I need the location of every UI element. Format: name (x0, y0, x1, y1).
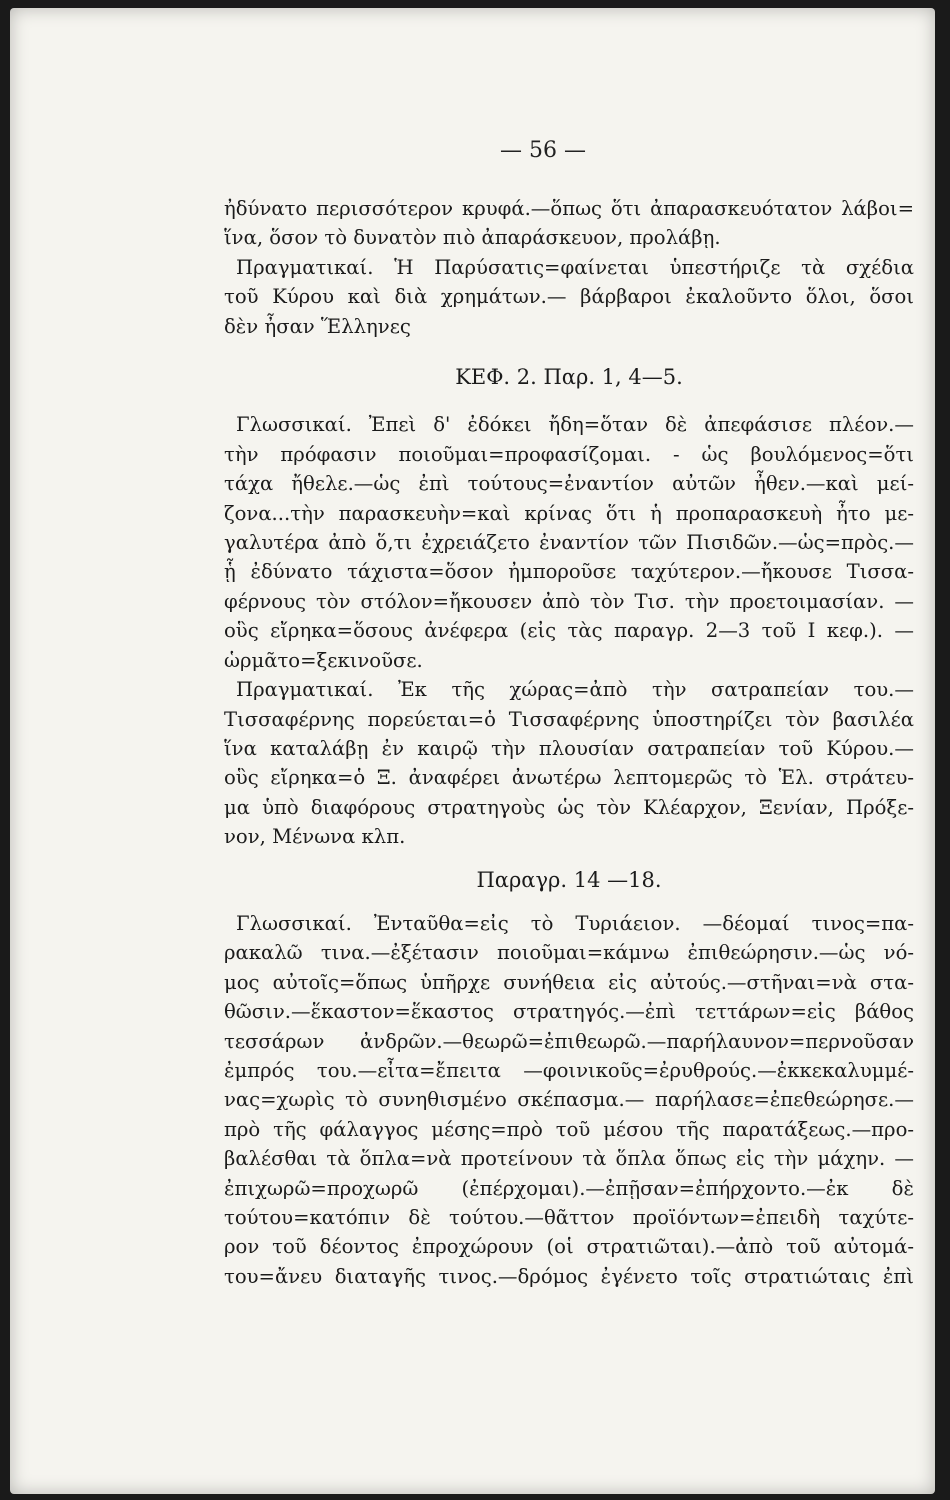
text-line: Γλωσσικαί. Ἐνταῦθα=εἰς τὸ Τυριάειον. —δέομαί τινος=πα- (236, 911, 914, 935)
text-line: μος αὐτοῖς=ὅπως ὑπῆρχε συνήθεια εἰς αὐτούς.—στῆναι=νὰ στα- (224, 970, 914, 994)
text-line: Πραγματικαί. Ἐκ τῆς χώρας=ἀπὸ τὴν σατραπείαν του.— (236, 678, 914, 702)
text-line: βαλέσθαι τὰ ὅπλα=νὰ προτείνουν τὰ ὅπλα ὅπως εἰς τὴν μάχην. — (224, 1147, 914, 1171)
text-line: οὓς εἴρηκα=ὁ Ξ. ἀναφέρει ἀνωτέρω λεπτομερῶς τὸ Ἑλ. στράτευ- (224, 766, 914, 790)
text-line: ἵνα καταλάβῃ ἐν καιρῷ τὴν πλουσίαν σατραπείαν τοῦ Κύρου.— (224, 736, 914, 760)
text-line: τεσσάρων ἀνδρῶν.—θεωρῶ=ἐπιθεωρῶ.—παρήλαυνον=περνοῦσαν (224, 1029, 914, 1053)
text-line: ρακαλῶ τινα.—ἐξέτασιν ποιοῦμαι=κάμνω ἐπιθεώρησιν.—ὡς νό- (224, 941, 914, 965)
section-heading: Παραγρ. 14 —18. (476, 867, 662, 892)
text-line: γαλυτέρα ἀπὸ ὅ,τι ἐχρειάζετο ἐναντίον τῶν Πισιδῶν.—ὡς=πρὸς.— (224, 531, 914, 555)
text-line: του=ἄνευ διαταγῆς τινος.—δρόμος ἐγένετο τοῖς στρατιώταις ἐπὶ (224, 1264, 914, 1288)
text-line: μα ὑπὸ διαφόρους στρατηγοὺς ὡς τὸν Κλέαρχον, Ξενίαν, Πρόξε- (224, 795, 914, 819)
page-text (224, 194, 914, 1291)
text-line: νας=χωρὶς τὸ συνηθισμένο σκέπασμα.— παρήλασε=ἐπεθεώρησε.— (224, 1088, 914, 1112)
book-page (10, 8, 935, 1494)
text-line: ἵνα, ὅσον τὸ δυνατὸν πιὸ ἀπαράσκευον, προλάβῃ. (224, 226, 721, 250)
text-line: Πραγματικαί. Ἡ Παρύσατις=φαίνεται ὑπεστήριζε τὰ σχέδια (236, 255, 914, 279)
text-line: φέρνους τὸν στόλον=ἤκουσεν ἀπὸ τὸν Τισ. τὴν προετοιμασίαν. — (224, 589, 914, 613)
text-line: ἠδύνατο περισσότερον κρυφά.—ὅπως ὅτι ἀπαρασκευότατον λάβοι= (224, 197, 914, 220)
text-line: ρον τοῦ δέοντος ἐπροχώρουν (οἱ στρατιῶται).—ἀπὸ τοῦ αὐτομά- (224, 1235, 914, 1259)
text-line: νον, Μένωνα κλπ. (224, 825, 406, 849)
text-line: ζονα...τὴν παρασκευὴν=καὶ κρίνας ὅτι ἡ προπαρασκευὴ ἦτο με- (224, 501, 914, 525)
text-line: πρὸ τῆς φάλαγγος μέσης=πρὸ τοῦ μέσου τῆς παρατάξεως.—προ- (224, 1117, 914, 1141)
text-line: ᾗ ἐδύνατο τάχιστα=ὅσον ἠμποροῦσε ταχύτερον.—ἤκουσε Τισσα- (224, 560, 914, 584)
text-line: ἐμπρός του.—εἶτα=ἔπειτα —φοινικοῦς=ἐρυθρούς.—ἐκκεκαλυμμέ- (224, 1058, 914, 1082)
text-line: τούτου=κατόπιν δὲ τούτου.—θᾶττον προϊόντων=ἐπειδὴ ταχύτε- (224, 1206, 914, 1229)
text-line: τάχα ἤθελε.—ὡς ἐπὶ τούτους=ἐναντίον αὐτῶν ἦθεν.—καὶ μεί- (224, 472, 914, 496)
text-line: θῶσιν.—ἕκαστον=ἕκαστος στρατηγός.—ἐπὶ τεττάρων=εἰς βάθος (224, 1000, 914, 1024)
text-line: τοῦ Κύρου καὶ διὰ χρημάτων.— βάρβαροι ἐκαλοῦντο ὅλοι, ὅσοι (224, 285, 914, 309)
text-line: ὡρμᾶτο=ξεκινοῦσε. (224, 648, 423, 672)
text-line: Γλωσσικαί. Ἐπεὶ δ' ἐδόκει ἤδη=ὅταν δὲ ἀπεφάσισε πλέον.— (236, 413, 914, 437)
text-line: δὲν ἦσαν Ἕλληνες (224, 314, 411, 338)
text-line: Τισσαφέρνης πορεύεται=ὁ Τισσαφέρνης ὑποστηρίζει τὸν βασιλέα (224, 707, 914, 731)
text-line: οὓς εἴρηκα=ὅσους ἀνέφερα (εἰς τὰς παραγρ. 2—3 τοῦ Ι κεφ.). — (224, 619, 914, 643)
page-number: — 56 — (500, 138, 586, 163)
section-heading: ΚΕΦ. 2. Παρ. 1, 4—5. (455, 365, 683, 390)
text-line: τὴν πρόφασιν ποιοῦμαι=προφασίζομαι. - ὡς βουλόμενος=ὅτι (224, 442, 914, 466)
text-line: ἐπιχωρῶ=προχωρῶ (ἐπέρχομαι).—ἐπῇσαν=ἐπήρχοντο.—ἐκ δὲ (224, 1176, 914, 1200)
